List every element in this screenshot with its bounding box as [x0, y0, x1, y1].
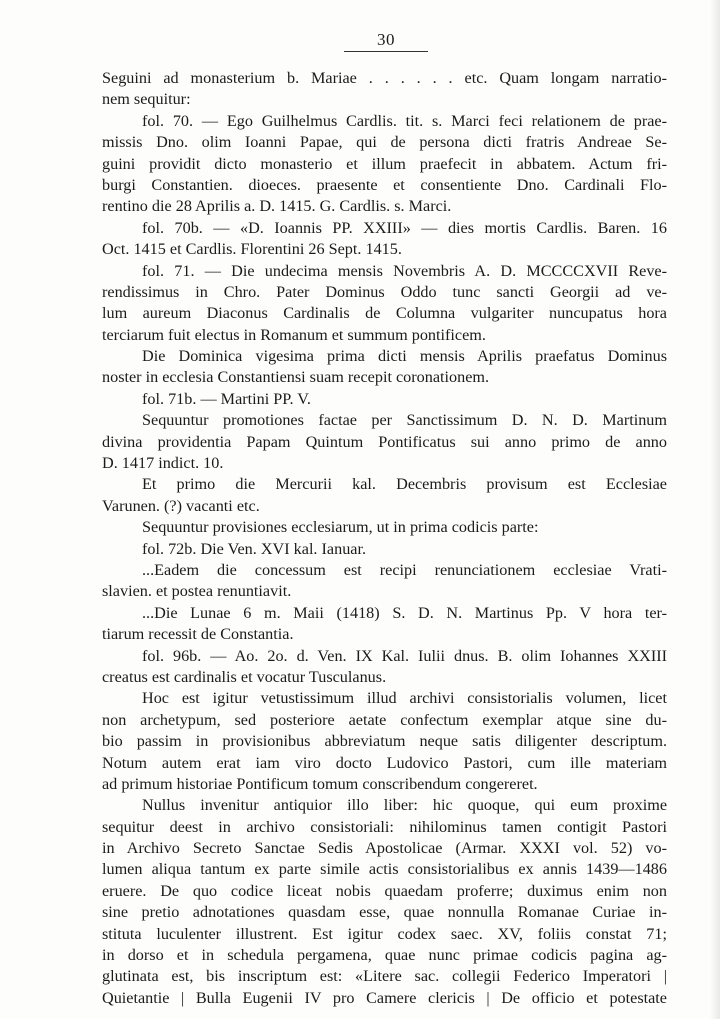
text-line: rendissimus in Chro. Pater Dominus Oddo tunc sancti Georgii ad ve-	[102, 282, 667, 301]
text-line: slavien. et postea renuntiavit.	[102, 582, 292, 601]
text-line: Hoc est igitur vetustissimum illud archivi consistorialis volumen, licet	[142, 689, 667, 708]
text-line: lum aureum Diaconus Cardinalis de Columna vulgariter nuncupatus hora	[102, 304, 667, 323]
text-line: fol. 96b. — Ao. 2o. d. Ven. IX Kal. Iulii dnus. B. olim Iohannes XXIII	[142, 646, 667, 665]
text-line: Sequuntur provisiones ecclesiarum, ut in prima codicis parte:	[142, 518, 539, 537]
text-line: missis Dno. olim Ioanni Papae, qui de persona dicti fratris Andreae Se-	[102, 133, 667, 152]
text-line: Quietantie | Bulla Eugenii IV pro Camere clericis | De officio et potestate	[102, 988, 667, 1007]
text-line: in dorso et in schedula pergamena, quae nunc primae codicis pagina ag-	[102, 946, 667, 965]
text-line: creatus est cardinalis et vocatur Tusculanus.	[102, 667, 387, 686]
text-line: terciarum fuit electus in Romanum et summum pontificem.	[102, 325, 486, 344]
scan-edge-shadow	[710, 0, 720, 1019]
text-line: sequitur deest in archivo consistoriali: nihilominus tamen contigit Pastori	[102, 817, 667, 836]
body-text	[102, 68, 667, 1009]
text-line: rentino die 28 Aprilis a. D. 1415. G. Cardlis. s. Marci.	[102, 197, 452, 216]
text-line: burgi Constantien. dioeces. praesente et consentiente Dno. Cardinali Flo-	[102, 175, 667, 194]
text-line: noster in ecclesia Constantiensi suam recepit coronationem.	[102, 368, 490, 387]
text-line: eruere. De quo codice liceat nobis quaedam proferre; duximus enim non	[102, 881, 667, 900]
text-line: Notum autem erat iam viro docto Ludovico Pastori, cum ille materiam	[102, 753, 667, 772]
text-line: tiarum recessit de Constantia.	[102, 625, 294, 644]
text-line: stituta luculenter illustrent. Est igitur codex saec. XV, foliis constat 71;	[102, 924, 667, 943]
text-line: fol. 71. — Die undecima mensis Novembris A. D. MCCCCXVII Reve-	[142, 261, 667, 280]
text-line: Die Dominica vigesima prima dicti mensis Aprilis praefatus Dominus	[142, 347, 667, 366]
text-line: lumen aliqua tantum ex parte simile actis consistorialibus ex annis 1439—1486	[102, 860, 667, 879]
text-line: sine pretio adnotationes quasdam esse, quae nonnulla Romanae Curiae in-	[102, 903, 667, 922]
text-line: Oct. 1415 et Cardlis. Florentini 26 Sept. 1415.	[102, 240, 402, 259]
text-line: guini providit dicto monasterio et illum praefecit in abbatem. Actum fri-	[102, 154, 667, 173]
text-line: ...Eadem die concessum est recipi renunciationem ecclesiae Vrati-	[142, 560, 667, 579]
text-line: bio passim in provisionibus abbreviatum neque satis diligenter descriptum.	[102, 732, 667, 751]
text-line: nem sequitur:	[102, 90, 191, 109]
text-line: fol. 70b. — «D. Ioannis PP. XXIII» — dies mortis Cardlis. Baren. 16	[142, 218, 667, 237]
text-line: glutinata est, bis inscriptum est: «Litere sac. collegii Federico Imperatori |	[102, 967, 667, 986]
text-line: D. 1417 indict. 10.	[102, 454, 224, 473]
text-line: Et primo die Mercurii kal. Decembris provisum est Ecclesiae	[142, 475, 667, 494]
text-line: fol. 70. — Ego Guilhelmus Cardlis. tit. s. Marci feci relationem de prae-	[142, 111, 667, 130]
text-line: Sequuntur promotiones factae per Sanctissimum D. N. D. Martinum	[142, 411, 667, 430]
text-line: fol. 72b. Die Ven. XVI kal. Ianuar.	[142, 539, 367, 558]
text-line: Nullus invenitur antiquior illo liber: hic quoque, qui eum proxime	[142, 796, 667, 815]
text-line: divina providentia Papam Quintum Pontificatus sui anno primo de anno	[102, 432, 667, 451]
text-line: fol. 71b. — Martini PP. V.	[142, 389, 311, 408]
page-number: 30	[344, 30, 428, 52]
text-line: in Archivo Secreto Sanctae Sedis Apostolicae (Armar. XXXI vol. 52) vo-	[102, 839, 667, 858]
text-line: ...Die Lunae 6 m. Maii (1418) S. D. N. Martinus Pp. V hora ter-	[142, 603, 667, 622]
text-line: non archetypum, sed posteriore aetate confectum exemplar atque sine du-	[102, 710, 667, 729]
text-line: Varunen. (?) vacanti etc.	[102, 496, 260, 515]
text-line: Seguini ad monasterium b. Mariae . . . . . . etc. Quam longam narratio-	[102, 69, 667, 87]
text-line: ad primum historiae Pontificum tomum conscribendum congereret.	[102, 774, 538, 793]
